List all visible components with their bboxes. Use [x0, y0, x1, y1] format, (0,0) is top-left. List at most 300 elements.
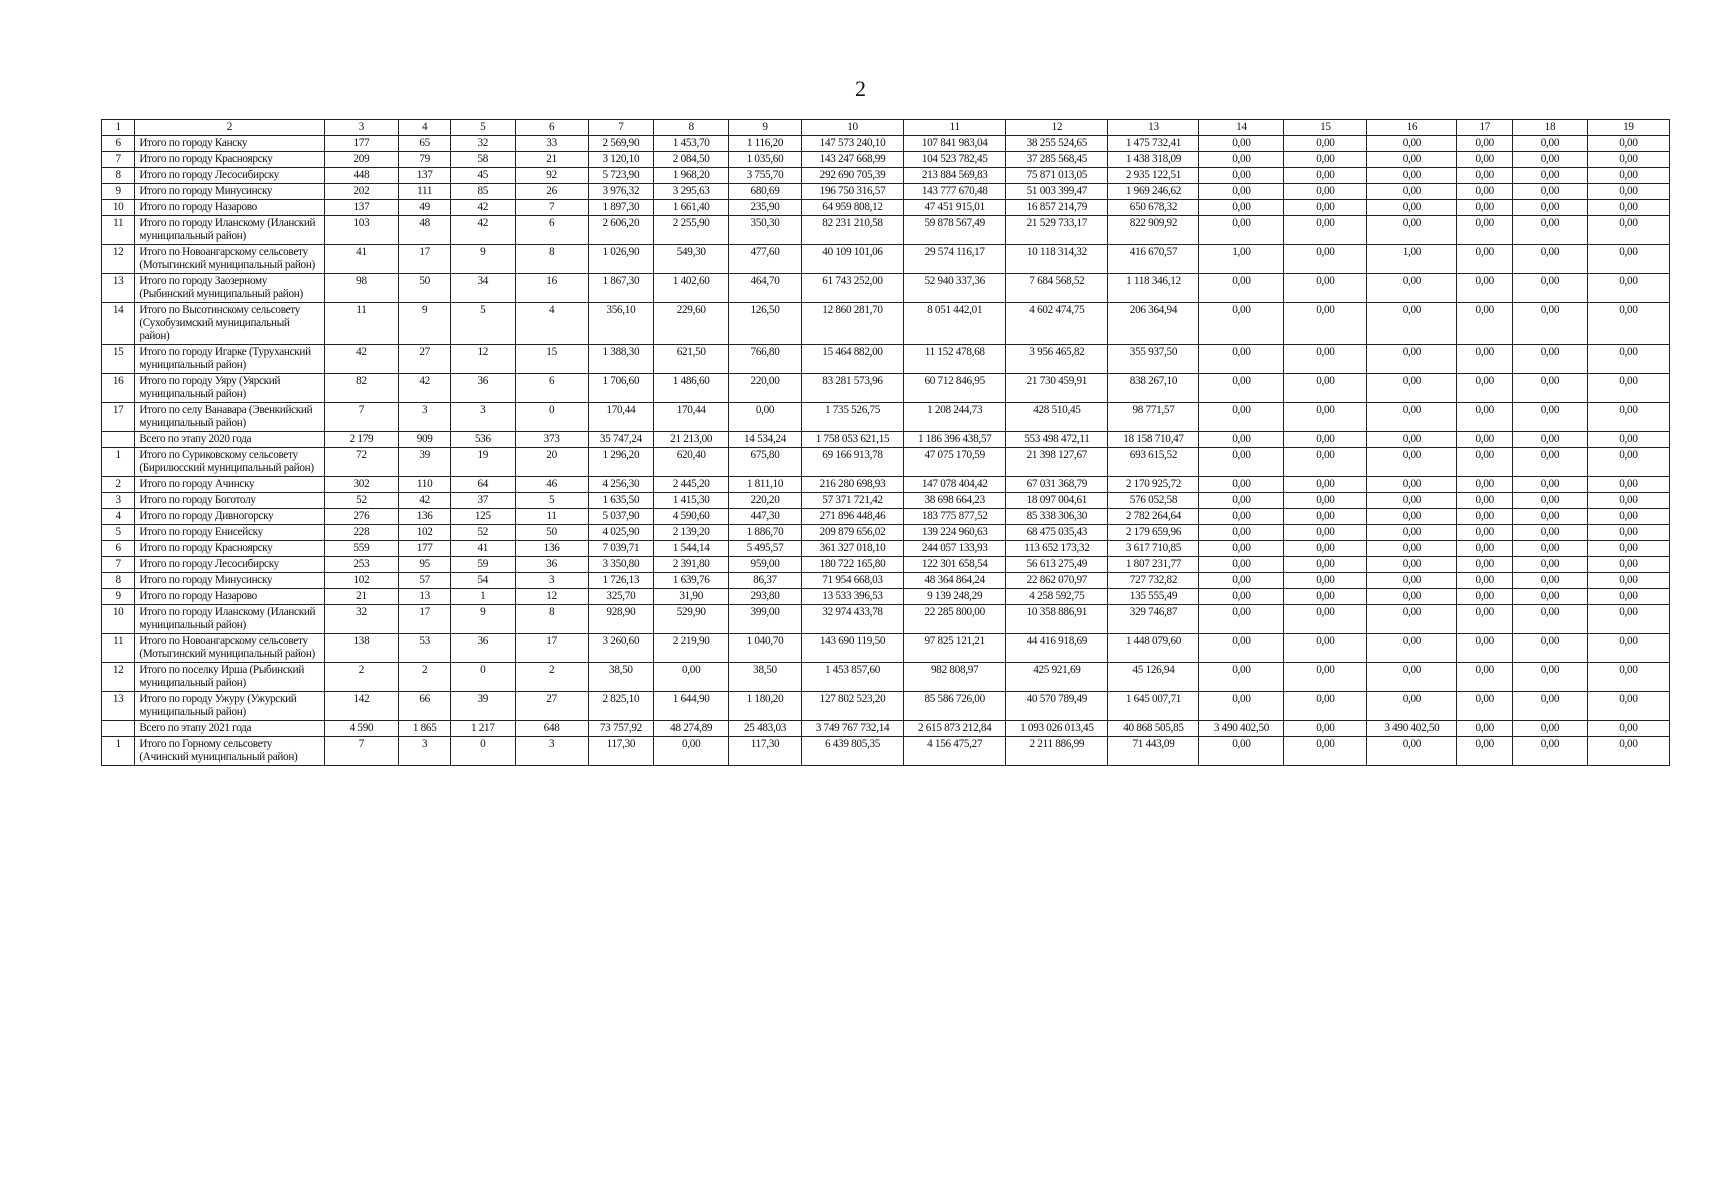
row-number-cell	[102, 432, 135, 448]
value-cell: 0,00	[1457, 737, 1513, 766]
value-cell: 177	[399, 541, 451, 557]
value-cell: 170,44	[588, 403, 654, 432]
value-cell: 41	[450, 541, 515, 557]
table-row	[102, 541, 1670, 557]
value-cell: 9	[399, 303, 451, 345]
value-cell: 1 644,90	[654, 692, 729, 721]
value-cell: 126,50	[729, 303, 802, 345]
value-cell: 3 976,32	[588, 184, 654, 200]
value-cell: 2 391,80	[654, 557, 729, 573]
value-cell: 4 156 475,27	[904, 737, 1006, 766]
value-cell: 2 569,90	[588, 136, 654, 152]
value-cell: 98	[324, 274, 399, 303]
value-cell: 0,00	[1457, 721, 1513, 737]
value-cell: 0,00	[1457, 374, 1513, 403]
value-cell: 0,00	[1513, 525, 1588, 541]
value-cell: 16 857 214,79	[1006, 200, 1108, 216]
value-cell: 0,00	[1284, 200, 1367, 216]
value-cell: 7	[515, 200, 588, 216]
value-cell: 0,00	[1587, 374, 1669, 403]
value-cell: 0,00	[1457, 589, 1513, 605]
value-cell: 12	[515, 589, 588, 605]
value-cell: 29 574 116,17	[904, 245, 1006, 274]
value-cell: 0,00	[1199, 605, 1284, 634]
value-cell: 57 371 721,42	[801, 493, 903, 509]
value-cell: 1 475 732,41	[1108, 136, 1199, 152]
value-cell: 13 533 396,53	[801, 589, 903, 605]
value-cell: 1 217	[450, 721, 515, 737]
value-cell: 27	[515, 692, 588, 721]
value-cell: 10 118 314,32	[1006, 245, 1108, 274]
value-cell: 50	[399, 274, 451, 303]
stage-total-row	[102, 721, 1670, 737]
value-cell: 18 097 004,61	[1006, 493, 1108, 509]
value-cell: 18 158 710,47	[1108, 432, 1199, 448]
value-cell: 235,90	[729, 200, 802, 216]
column-header: 11	[904, 120, 1006, 136]
column-header: 9	[729, 120, 802, 136]
value-cell: 1 180,20	[729, 692, 802, 721]
value-cell: 576 052,58	[1108, 493, 1199, 509]
value-cell: 58	[450, 152, 515, 168]
row-number-cell: 8	[102, 573, 135, 589]
municipality-name-cell: Итого по городу Лесосибирску	[135, 557, 324, 573]
value-cell: 64	[450, 477, 515, 493]
column-header: 7	[588, 120, 654, 136]
value-cell: 0,00	[1367, 374, 1457, 403]
value-cell: 0,00	[1513, 573, 1588, 589]
value-cell: 95	[399, 557, 451, 573]
table-row	[102, 216, 1670, 245]
value-cell: 0,00	[1587, 541, 1669, 557]
value-cell: 4 602 474,75	[1006, 303, 1108, 345]
value-cell: 559	[324, 541, 399, 557]
value-cell: 19	[450, 448, 515, 477]
value-cell: 32	[324, 605, 399, 634]
value-cell: 3	[515, 573, 588, 589]
value-cell: 2 219,90	[654, 634, 729, 663]
value-cell: 54	[450, 573, 515, 589]
municipality-name-cell: Итого по городу Ачинску	[135, 477, 324, 493]
value-cell: 1,00	[1367, 245, 1457, 274]
value-cell: 183 775 877,52	[904, 509, 1006, 525]
value-cell: 42	[399, 374, 451, 403]
value-cell: 17	[515, 634, 588, 663]
value-cell: 0,00	[1587, 663, 1669, 692]
value-cell: 14 534,24	[729, 432, 802, 448]
value-cell: 49	[399, 200, 451, 216]
value-cell: 0,00	[1199, 200, 1284, 216]
value-cell: 3 350,80	[588, 557, 654, 573]
value-cell: 0,00	[1284, 737, 1367, 766]
value-cell: 0,00	[1199, 634, 1284, 663]
value-cell: 822 909,92	[1108, 216, 1199, 245]
value-cell: 10 358 886,91	[1006, 605, 1108, 634]
row-number-cell: 6	[102, 541, 135, 557]
value-cell: 0,00	[1284, 477, 1367, 493]
value-cell: 0,00	[1284, 692, 1367, 721]
value-cell: 0,00	[1457, 245, 1513, 274]
value-cell: 0,00	[1513, 509, 1588, 525]
value-cell: 536	[450, 432, 515, 448]
value-cell: 0,00	[1284, 245, 1367, 274]
value-cell: 111	[399, 184, 451, 200]
value-cell: 147 573 240,10	[801, 136, 903, 152]
value-cell: 0,00	[1199, 374, 1284, 403]
value-cell: 2 179	[324, 432, 399, 448]
value-cell: 0,00	[1284, 403, 1367, 432]
value-cell: 0	[450, 663, 515, 692]
value-cell: 0,00	[1587, 737, 1669, 766]
value-cell: 0,00	[1199, 541, 1284, 557]
value-cell: 1 635,50	[588, 493, 654, 509]
value-cell: 11 152 478,68	[904, 345, 1006, 374]
value-cell: 31,90	[654, 589, 729, 605]
value-cell: 143 777 670,48	[904, 184, 1006, 200]
value-cell: 102	[324, 573, 399, 589]
value-cell: 0,00	[1457, 477, 1513, 493]
value-cell: 0,00	[1587, 245, 1669, 274]
value-cell: 0,00	[1513, 374, 1588, 403]
value-cell: 1 969 246,62	[1108, 184, 1199, 200]
value-cell: 0,00	[1284, 184, 1367, 200]
value-cell: 0,00	[1199, 152, 1284, 168]
value-cell: 122 301 658,54	[904, 557, 1006, 573]
value-cell: 107 841 983,04	[904, 136, 1006, 152]
row-number-cell: 15	[102, 345, 135, 374]
value-cell: 0,00	[1284, 663, 1367, 692]
municipality-name-cell: Итого по городу Иланскому (Иланский муниципальный район)	[135, 216, 324, 245]
value-cell: 40 570 789,49	[1006, 692, 1108, 721]
value-cell: 136	[399, 509, 451, 525]
value-cell: 32 974 433,78	[801, 605, 903, 634]
value-cell: 0,00	[1513, 274, 1588, 303]
column-header: 10	[801, 120, 903, 136]
value-cell: 0,00	[654, 663, 729, 692]
value-cell: 1 116,20	[729, 136, 802, 152]
value-cell: 35 747,24	[588, 432, 654, 448]
value-cell: 39	[450, 692, 515, 721]
table-row	[102, 136, 1670, 152]
value-cell: 39	[399, 448, 451, 477]
value-cell: 17	[399, 245, 451, 274]
value-cell: 0,00	[1199, 274, 1284, 303]
value-cell: 425 921,69	[1006, 663, 1108, 692]
value-cell: 0,00	[1367, 274, 1457, 303]
value-cell: 0,00	[1587, 477, 1669, 493]
value-cell: 0,00	[1284, 589, 1367, 605]
value-cell: 20	[515, 448, 588, 477]
value-cell: 0,00	[1367, 493, 1457, 509]
row-number-cell	[102, 721, 135, 737]
column-header: 12	[1006, 120, 1108, 136]
value-cell: 61 743 252,00	[801, 274, 903, 303]
municipality-name-cell: Итого по городу Назарово	[135, 589, 324, 605]
column-header: 14	[1199, 120, 1284, 136]
value-cell: 42	[324, 345, 399, 374]
value-cell: 0,00	[1199, 692, 1284, 721]
value-cell: 1 035,60	[729, 152, 802, 168]
value-cell: 2 211 886,99	[1006, 737, 1108, 766]
municipality-name-cell: Итого по городу Лесосибирску	[135, 168, 324, 184]
value-cell: 4	[515, 303, 588, 345]
value-cell: 0,00	[1513, 477, 1588, 493]
value-cell: 0,00	[1367, 663, 1457, 692]
value-cell: 135 555,49	[1108, 589, 1199, 605]
row-number-cell: 8	[102, 168, 135, 184]
value-cell: 4 590,60	[654, 509, 729, 525]
value-cell: 361 327 018,10	[801, 541, 903, 557]
value-cell: 3	[399, 403, 451, 432]
value-cell: 3 617 710,85	[1108, 541, 1199, 557]
value-cell: 82	[324, 374, 399, 403]
value-cell: 3	[515, 737, 588, 766]
value-cell: 2 782 264,64	[1108, 509, 1199, 525]
value-cell: 909	[399, 432, 451, 448]
value-cell: 0	[515, 403, 588, 432]
value-cell: 3 260,60	[588, 634, 654, 663]
column-header: 19	[1587, 120, 1669, 136]
value-cell: 38,50	[729, 663, 802, 692]
value-cell: 1 388,30	[588, 345, 654, 374]
value-cell: 67 031 368,79	[1006, 477, 1108, 493]
municipality-name-cell: Итого по Новоангарскому сельсовету (Мотыгинский муниципальный район)	[135, 245, 324, 274]
value-cell: 0,00	[1367, 541, 1457, 557]
value-cell: 928,90	[588, 605, 654, 634]
value-cell: 1	[450, 589, 515, 605]
value-cell: 0,00	[1457, 168, 1513, 184]
row-number-cell: 10	[102, 200, 135, 216]
value-cell: 98 771,57	[1108, 403, 1199, 432]
value-cell: 0,00	[1367, 737, 1457, 766]
value-cell: 1 865	[399, 721, 451, 737]
value-cell: 220,00	[729, 374, 802, 403]
value-cell: 36	[450, 634, 515, 663]
value-cell: 59	[450, 557, 515, 573]
value-cell: 0,00	[1587, 136, 1669, 152]
municipality-name-cell: Итого по городу Ужуру (Ужурский муниципальный район)	[135, 692, 324, 721]
value-cell: 33	[515, 136, 588, 152]
value-cell: 142	[324, 692, 399, 721]
value-cell: 22 862 070,97	[1006, 573, 1108, 589]
row-number-cell: 13	[102, 692, 135, 721]
value-cell: 0,00	[1284, 605, 1367, 634]
value-cell: 650 678,32	[1108, 200, 1199, 216]
value-cell: 0,00	[1513, 403, 1588, 432]
value-cell: 0,00	[1587, 721, 1669, 737]
value-cell: 0,00	[1513, 634, 1588, 663]
value-cell: 21	[324, 589, 399, 605]
value-cell: 40 109 101,06	[801, 245, 903, 274]
value-cell: 8 051 442,01	[904, 303, 1006, 345]
value-cell: 41	[324, 245, 399, 274]
value-cell: 9	[450, 605, 515, 634]
value-cell: 97 825 121,21	[904, 634, 1006, 663]
value-cell: 79	[399, 152, 451, 168]
row-number-cell: 16	[102, 374, 135, 403]
value-cell: 0,00	[1199, 525, 1284, 541]
value-cell: 47 075 170,59	[904, 448, 1006, 477]
value-cell: 0,00	[1587, 493, 1669, 509]
table-row	[102, 509, 1670, 525]
municipality-name-cell: Итого по городу Назарово	[135, 200, 324, 216]
value-cell: 6	[515, 216, 588, 245]
housing-program-table	[101, 119, 1670, 766]
value-cell: 57	[399, 573, 451, 589]
value-cell: 0,00	[1513, 721, 1588, 737]
value-cell: 53	[399, 634, 451, 663]
value-cell: 0,00	[1284, 216, 1367, 245]
value-cell: 0,00	[1457, 403, 1513, 432]
value-cell: 52 940 337,36	[904, 274, 1006, 303]
column-header: 4	[399, 120, 451, 136]
value-cell: 0,00	[1284, 374, 1367, 403]
value-cell: 648	[515, 721, 588, 737]
value-cell: 0,00	[1367, 184, 1457, 200]
value-cell: 0,00	[1284, 573, 1367, 589]
value-cell: 0,00	[1199, 136, 1284, 152]
row-number-cell: 12	[102, 663, 135, 692]
value-cell: 85 586 726,00	[904, 692, 1006, 721]
value-cell: 0,00	[1284, 634, 1367, 663]
municipality-name-cell: Всего по этапу 2021 года	[135, 721, 324, 737]
value-cell: 0,00	[1587, 509, 1669, 525]
value-cell: 1 726,13	[588, 573, 654, 589]
value-cell: 1 402,60	[654, 274, 729, 303]
municipality-name-cell: Итого по городу Красноярску	[135, 152, 324, 168]
value-cell: 1 453 857,60	[801, 663, 903, 692]
value-cell: 0,00	[1513, 493, 1588, 509]
value-cell: 85	[450, 184, 515, 200]
value-cell: 0,00	[1284, 274, 1367, 303]
value-cell: 5	[515, 493, 588, 509]
value-cell: 693 615,52	[1108, 448, 1199, 477]
row-number-cell: 14	[102, 303, 135, 345]
value-cell: 15	[515, 345, 588, 374]
value-cell: 0,00	[1199, 589, 1284, 605]
value-cell: 45 126,94	[1108, 663, 1199, 692]
value-cell: 271 896 448,46	[801, 509, 903, 525]
value-cell: 549,30	[654, 245, 729, 274]
value-cell: 38 255 524,65	[1006, 136, 1108, 152]
value-cell: 0,00	[1199, 403, 1284, 432]
value-cell: 68 475 035,43	[1006, 525, 1108, 541]
value-cell: 0,00	[1367, 345, 1457, 374]
value-cell: 0	[450, 737, 515, 766]
value-cell: 209 879 656,02	[801, 525, 903, 541]
value-cell: 21 213,00	[654, 432, 729, 448]
value-cell: 0,00	[1587, 274, 1669, 303]
value-cell: 3 295,63	[654, 184, 729, 200]
value-cell: 0,00	[1367, 432, 1457, 448]
value-cell: 0,00	[1284, 345, 1367, 374]
row-number-cell: 17	[102, 403, 135, 432]
value-cell: 0,00	[1284, 541, 1367, 557]
value-cell: 25 483,03	[729, 721, 802, 737]
value-cell: 329 746,87	[1108, 605, 1199, 634]
value-cell: 51 003 399,47	[1006, 184, 1108, 200]
value-cell: 399,00	[729, 605, 802, 634]
value-cell: 0,00	[1284, 493, 1367, 509]
value-cell: 104 523 782,45	[904, 152, 1006, 168]
value-cell: 71 443,09	[1108, 737, 1199, 766]
value-cell: 1 186 396 438,57	[904, 432, 1006, 448]
table-row	[102, 737, 1670, 766]
value-cell: 1 661,40	[654, 200, 729, 216]
value-cell: 1 448 079,60	[1108, 634, 1199, 663]
value-cell: 3	[399, 737, 451, 766]
value-cell: 1 897,30	[588, 200, 654, 216]
value-cell: 3 490 402,50	[1367, 721, 1457, 737]
value-cell: 0,00	[1513, 136, 1588, 152]
column-header: 6	[515, 120, 588, 136]
value-cell: 1 645 007,71	[1108, 692, 1199, 721]
value-cell: 2	[515, 663, 588, 692]
value-cell: 0,00	[1513, 200, 1588, 216]
row-number-cell: 4	[102, 509, 135, 525]
value-cell: 0,00	[1587, 403, 1669, 432]
table-row	[102, 573, 1670, 589]
value-cell: 355 937,50	[1108, 345, 1199, 374]
value-cell: 0,00	[1457, 184, 1513, 200]
value-cell: 529,90	[654, 605, 729, 634]
value-cell: 477,60	[729, 245, 802, 274]
value-cell: 0,00	[1457, 345, 1513, 374]
value-cell: 2 170 925,72	[1108, 477, 1199, 493]
value-cell: 143 247 668,99	[801, 152, 903, 168]
column-header: 17	[1457, 120, 1513, 136]
value-cell: 416 670,57	[1108, 245, 1199, 274]
value-cell: 0,00	[1457, 634, 1513, 663]
value-cell: 680,69	[729, 184, 802, 200]
value-cell: 56 613 275,49	[1006, 557, 1108, 573]
value-cell: 1 040,70	[729, 634, 802, 663]
value-cell: 137	[324, 200, 399, 216]
row-number-cell: 5	[102, 525, 135, 541]
value-cell: 50	[515, 525, 588, 541]
value-cell: 1 093 026 013,45	[1006, 721, 1108, 737]
row-number-cell: 11	[102, 216, 135, 245]
table-row	[102, 605, 1670, 634]
value-cell: 0,00	[1367, 303, 1457, 345]
table-row	[102, 477, 1670, 493]
value-cell: 21 730 459,91	[1006, 374, 1108, 403]
municipality-name-cell: Итого по Горному сельсовету (Ачинский муниципальный район)	[135, 737, 324, 766]
value-cell: 36	[450, 374, 515, 403]
value-cell: 0,00	[1587, 303, 1669, 345]
value-cell: 73 757,92	[588, 721, 654, 737]
value-cell: 66	[399, 692, 451, 721]
value-cell: 0,00	[1587, 432, 1669, 448]
value-cell: 2 139,20	[654, 525, 729, 541]
value-cell: 0,00	[1457, 152, 1513, 168]
table-row	[102, 374, 1670, 403]
value-cell: 0,00	[1367, 216, 1457, 245]
value-cell: 0,00	[1284, 168, 1367, 184]
value-cell: 42	[450, 216, 515, 245]
value-cell: 1 811,10	[729, 477, 802, 493]
value-cell: 40 868 505,85	[1108, 721, 1199, 737]
value-cell: 38 698 664,23	[904, 493, 1006, 509]
value-cell: 0,00	[1513, 605, 1588, 634]
value-cell: 0,00	[1367, 136, 1457, 152]
value-cell: 21	[515, 152, 588, 168]
table-row	[102, 448, 1670, 477]
stage-total-row	[102, 432, 1670, 448]
value-cell: 1 867,30	[588, 274, 654, 303]
table-row	[102, 184, 1670, 200]
column-header: 8	[654, 120, 729, 136]
